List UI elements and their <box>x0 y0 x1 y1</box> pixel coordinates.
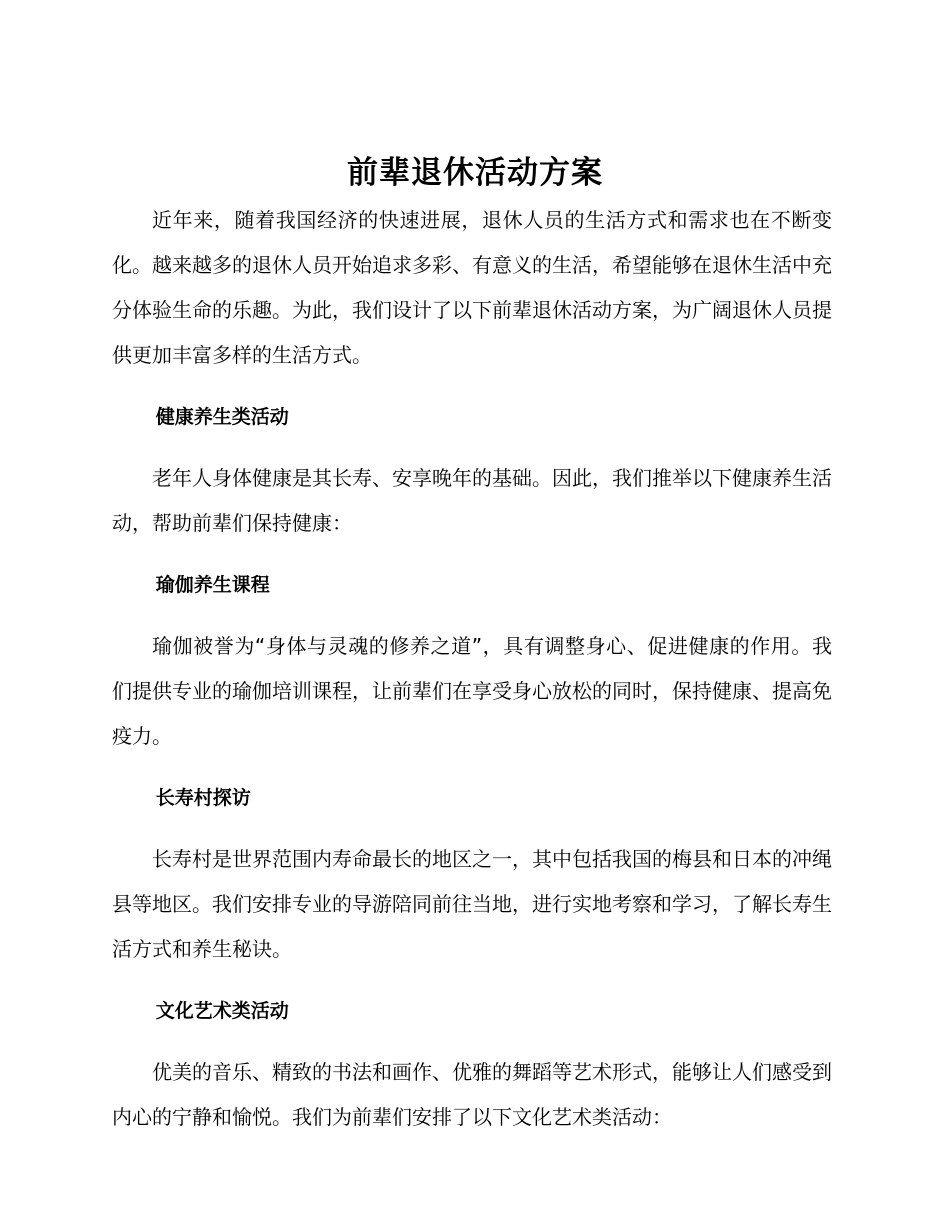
section-body-health: 老年人身体健康是其长寿、安享晚年的基础。因此，我们推举以下健康养生活动，帮助前辈们保持健康： <box>112 466 832 535</box>
section-heading-longevity-village: 长寿村探访 <box>155 787 251 809</box>
section-heading-culture-art: 文化艺术类活动 <box>155 1000 289 1022</box>
section-heading-health: 健康养生类活动 <box>155 406 289 428</box>
section-body-longevity-village: 长寿村是世界范围内寿命最长的地区之一，其中包括我国的梅县和日本的冲绳县等地区。我们安排专业的导游陪同前往当地，进行实地考察和学习，了解长寿生活方式和养生秘诀。 <box>112 847 832 961</box>
section-body-culture-art: 优美的音乐、精致的书法和画作、优雅的舞蹈等艺术形式，能够让人们感受到内心的宁静和愉悦。我们为前辈们安排了以下文化艺术类活动： <box>112 1060 832 1129</box>
document-title: 前辈退休活动方案 <box>347 155 603 191</box>
section-body-yoga: 瑜伽被誉为“身体与灵魂的修养之道”，具有调整身心、促进健康的作用。我们提供专业的瑜伽培训课程，让前辈们在享受身心放松的同时，保持健康、提高免疫力。 <box>112 634 832 748</box>
section-heading-yoga: 瑜伽养生课程 <box>155 574 270 596</box>
document-body <box>112 198 832 1157</box>
intro-paragraph: 近年来，随着我国经济的快速进展，退休人员的生活方式和需求也在不断变化。越来越多的退休人员开始追求多彩、有意义的生活，希望能够在退休生活中充分体验生命的乐趣。为此，我们设计了以下前辈退休活动方案，为广阔退休人员提供更加丰富多样的生活方式。 <box>112 208 832 367</box>
